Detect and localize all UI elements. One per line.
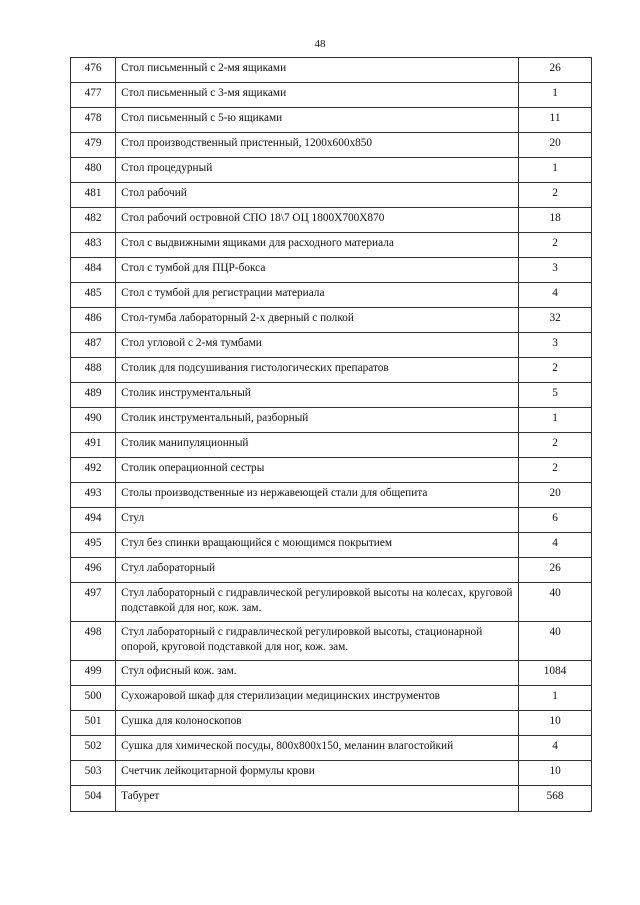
row-number: 483 [71, 233, 116, 258]
row-number: 488 [71, 358, 116, 383]
item-name: Столы производственные из нержавеющей стали для общепита [116, 483, 519, 508]
item-name: Стол письменный с 5-ю ящиками [116, 108, 519, 133]
item-name: Сушка для колоноскопов [116, 711, 519, 736]
row-number: 504 [71, 786, 116, 812]
item-quantity: 1 [519, 408, 592, 433]
item-name: Стол с выдвижными ящиками для расходного материала [116, 233, 519, 258]
table-row [71, 736, 592, 761]
row-number: 495 [71, 533, 116, 558]
item-quantity: 40 [519, 583, 592, 622]
item-quantity: 1 [519, 686, 592, 711]
item-name: Стол-тумба лабораторный 2-х дверный с полкой [116, 308, 519, 333]
row-number: 490 [71, 408, 116, 433]
table-row [71, 483, 592, 508]
table-row [71, 786, 592, 812]
item-quantity: 568 [519, 786, 592, 812]
item-quantity: 2 [519, 458, 592, 483]
table-row [71, 686, 592, 711]
row-number: 494 [71, 508, 116, 533]
table-row [71, 458, 592, 483]
item-quantity: 3 [519, 258, 592, 283]
table-row [71, 208, 592, 233]
row-number: 484 [71, 258, 116, 283]
item-quantity: 1 [519, 83, 592, 108]
item-quantity: 4 [519, 736, 592, 761]
item-name: Стол процедурный [116, 158, 519, 183]
table-row [71, 533, 592, 558]
table-row [71, 333, 592, 358]
item-name: Счетчик лейкоцитарной формулы крови [116, 761, 519, 786]
item-quantity: 1 [519, 158, 592, 183]
item-quantity: 10 [519, 711, 592, 736]
row-number: 500 [71, 686, 116, 711]
table-row [71, 108, 592, 133]
item-name: Столик манипуляционный [116, 433, 519, 458]
table-row [71, 283, 592, 308]
table-row [71, 761, 592, 786]
item-name: Столик операционной сестры [116, 458, 519, 483]
item-quantity: 5 [519, 383, 592, 408]
item-quantity: 10 [519, 761, 592, 786]
table-row [71, 661, 592, 686]
table-row [71, 183, 592, 208]
item-quantity: 4 [519, 533, 592, 558]
item-name: Стул [116, 508, 519, 533]
table-row [71, 158, 592, 183]
row-number: 501 [71, 711, 116, 736]
item-quantity: 20 [519, 483, 592, 508]
item-quantity: 18 [519, 208, 592, 233]
item-name: Столик инструментальный [116, 383, 519, 408]
item-name: Стол с тумбой для регистрации материала [116, 283, 519, 308]
item-name: Стол рабочий [116, 183, 519, 208]
item-quantity: 20 [519, 133, 592, 158]
item-quantity: 26 [519, 58, 592, 83]
item-quantity: 32 [519, 308, 592, 333]
item-name: Стол производственный пристенный, 1200х600х850 [116, 133, 519, 158]
row-number: 503 [71, 761, 116, 786]
table-row [71, 233, 592, 258]
table-row [71, 711, 592, 736]
item-quantity: 11 [519, 108, 592, 133]
row-number: 491 [71, 433, 116, 458]
item-name: Стол с тумбой для ПЦР-бокса [116, 258, 519, 283]
item-quantity: 26 [519, 558, 592, 583]
item-quantity: 40 [519, 622, 592, 661]
item-name: Табурет [116, 786, 519, 812]
table-row [71, 258, 592, 283]
table-row [71, 583, 592, 622]
item-name: Сушка для химической посуды, 800х800х150, меланин влагостойкий [116, 736, 519, 761]
row-number: 480 [71, 158, 116, 183]
row-number: 496 [71, 558, 116, 583]
row-number: 486 [71, 308, 116, 333]
table-row [71, 83, 592, 108]
row-number: 481 [71, 183, 116, 208]
table-row [71, 558, 592, 583]
item-quantity: 6 [519, 508, 592, 533]
item-name: Стол письменный с 3-мя ящиками [116, 83, 519, 108]
table-row [71, 358, 592, 383]
row-number: 478 [71, 108, 116, 133]
item-name: Стул лабораторный с гидравлической регулировкой высоты, стационарной опорой, круговой подставкой для ног, кож. зам. [116, 622, 519, 661]
row-number: 482 [71, 208, 116, 233]
inventory-table [70, 57, 592, 812]
row-number: 477 [71, 83, 116, 108]
row-number: 502 [71, 736, 116, 761]
table-row [71, 433, 592, 458]
table-row [71, 58, 592, 83]
row-number: 489 [71, 383, 116, 408]
row-number: 485 [71, 283, 116, 308]
row-number: 493 [71, 483, 116, 508]
item-quantity: 2 [519, 233, 592, 258]
row-number: 476 [71, 58, 116, 83]
item-quantity: 3 [519, 333, 592, 358]
row-number: 498 [71, 622, 116, 661]
item-quantity: 2 [519, 358, 592, 383]
page-number: 48 [314, 38, 326, 50]
row-number: 499 [71, 661, 116, 686]
item-quantity: 2 [519, 183, 592, 208]
item-name: Стул офисный кож. зам. [116, 661, 519, 686]
inventory-table-body [71, 58, 592, 812]
item-name: Стол рабочий островной СПО 18\7 ОЦ 1800Х700Х870 [116, 208, 519, 233]
item-quantity: 1084 [519, 661, 592, 686]
table-row [71, 408, 592, 433]
table-row [71, 308, 592, 333]
item-quantity: 4 [519, 283, 592, 308]
item-name: Столик для подсушивания гистологических препаратов [116, 358, 519, 383]
row-number: 487 [71, 333, 116, 358]
item-name: Сухожаровой шкаф для стерилизации медицинских инструментов [116, 686, 519, 711]
table-row [71, 383, 592, 408]
item-quantity: 2 [519, 433, 592, 458]
item-name: Стол угловой с 2-мя тумбами [116, 333, 519, 358]
row-number: 492 [71, 458, 116, 483]
item-name: Стул лабораторный с гидравлической регулировкой высоты на колесах, круговой подставкой для ног, кож. зам. [116, 583, 519, 622]
item-name: Стул без спинки вращающийся с моющимся покрытием [116, 533, 519, 558]
item-name: Стул лабораторный [116, 558, 519, 583]
row-number: 497 [71, 583, 116, 622]
item-name: Столик инструментальный, разборный [116, 408, 519, 433]
table-row [71, 133, 592, 158]
table-row [71, 622, 592, 661]
table-row [71, 508, 592, 533]
item-name: Стол письменный с 2-мя ящиками [116, 58, 519, 83]
row-number: 479 [71, 133, 116, 158]
